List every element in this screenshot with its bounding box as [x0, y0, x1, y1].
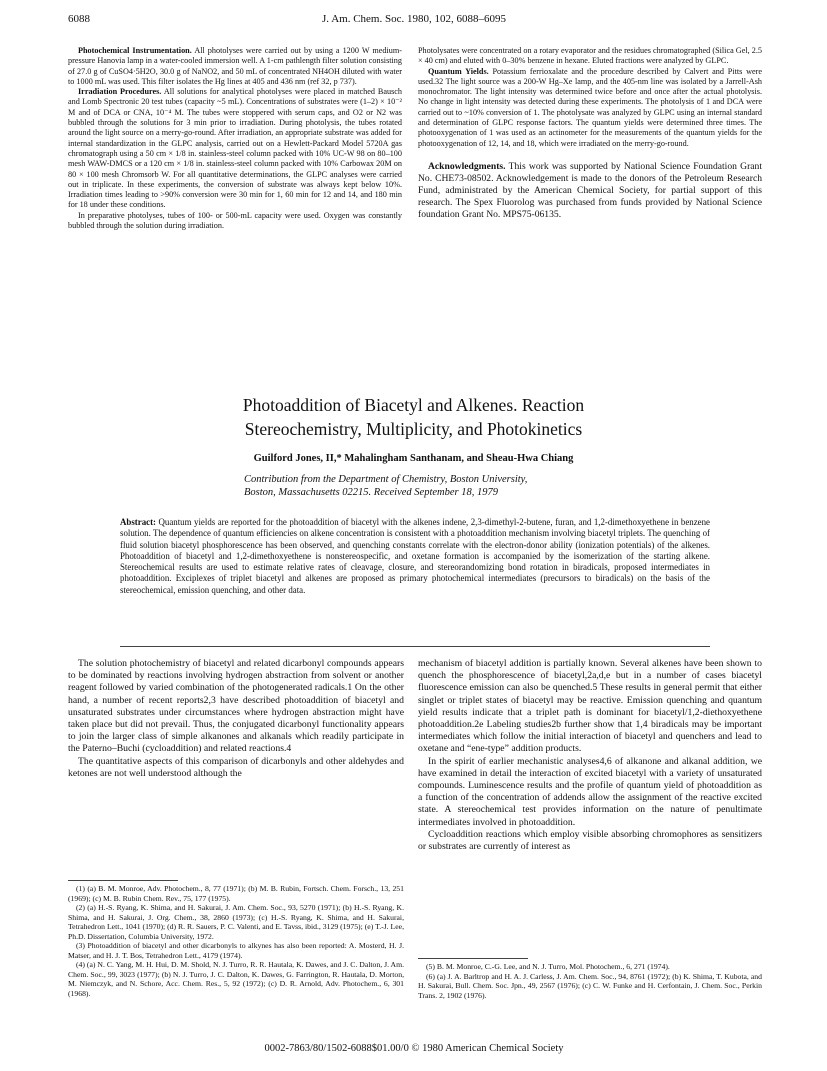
page-number: 6088 [68, 13, 90, 25]
paragraph: The quantitative aspects of this comparison of dicarbonyls and other aldehydes and ketones are not well understood although the [68, 755, 404, 779]
paragraph: Irradiation Procedures. All solutions for analytical photolyses were placed in matched Bausch and Lomb Spectronic 20 test tubes (capacity ~5 mL). Concentrations of substrates were (1–2) × 10⁻² M and of DCA or CNA, 10⁻⁴ M. The tubes were stoppered with serum caps, and O2 or N2 was bubbled through the solutions for 3 min prior to irradiation. During photolysis, the tubes rotated around the light source on a merry-go-round. After irradiation, an appropriate substrate was added for internal standardization in the GLPC analysis, carried out on a Hewlett-Packard Model 5720A gas chromatograph using a 50 cm × 1/8 in. stainless-steel column packed with 10% UC-W 98 on 80–100 mesh WAW-DMCS or a 120 cm × 1/8 in. stainless-steel column packed with 10% Carbowax 20M on 80 × 100 mesh Chromsorb W. For all quantitative determinations, the GLPC analyses were carried out in triplicate. In these experiments, the conversion of substrate was always kept below 10%. Irradiation times leading to >90% conversion were 30 min for 1, 60 min for 12 and 14, and 180 min for 18 under these conditions. [68, 87, 403, 210]
paragraph: In preparative photolyses, tubes of 100- or 500-mL capacity were used. Oxygen was constantly bubbled through the solution during irradiation. [68, 210, 402, 231]
acknowledgments: Acknowledgments. This work was supported by National Science Foundation Grant No. CHE73-08502. Acknowledgement is made to the donors of the Petroleum Research Fund, administrated by the American Chemical Society, for partial support of this research. The Spex Fluorolog was purchased from funds provided by National Science foundation Grant No. MPS75-06135. [418, 160, 762, 221]
reference-item: (5) B. M. Monroe, C.-G. Lee, and N. J. Turro, Mol. Photochem., 6, 271 (1974). [426, 962, 670, 971]
copyright-footer: 0002-7863/80/1502-6088$01.00/0 © 1980 American Chemical Society [264, 1043, 564, 1054]
paragraph: Cycloaddition reactions which employ visible absorbing chromophores as sensitizers or substrates are currently of interest as [418, 828, 762, 853]
paragraph: In the spirit of earlier mechanistic analyses4,6 of alkanone and alkanal addition, we have examined in detail the interaction of excited biacetyl with a variety of unsaturated compounds. Luminescence results and the profile of quantum yield of photoaddition as a function of the concentration of addends allow the assignment of the reactive excited state. A stereochemical test provides information on the nature of penultimate intermediates involved in photoaddition. [418, 755, 762, 828]
section-heading: Photochemical Instrumentation. [78, 46, 192, 55]
divider [120, 646, 710, 647]
paragraph: mechanism of biacetyl addition is partially known. Several alkenes have been shown to quench the phosphorescence of biacetyl,2a,d,e but in a number of cases biacetyl fluorescence emission can also be quenched.5 These results in general permit that either singlet or triplet states of biacetyl may be reactive. Emission quenching and quantum yield results indicate that a triplet path is dominant for biacetyl/1,2-diethoxyethene photoaddition.2e Labeling studies2b further show that 1,4 biradicals may be important intermediates which follow the initial interaction of biacetyl and quenchers and lead to oxetane and “ene-type” addition products. [418, 658, 762, 755]
reference-item: (6) (a) J. A. Barltrop and H. A. J. Carless, J. Am. Chem. Soc., 94, 8761 (1972); (b) K. Shima, T. Kubota, and H. Sakurai, Bull. Chem. Soc. Jpn., 49, 2567 (1976); (c) C. W. Funke and H. Cerfontain, J. Chem. Soc., Perkin Trans. 2, 1902 (1976). [418, 971, 762, 1000]
paragraph: Photochemical Instrumentation. All photolyses were carried out by using a 1200 W medium-pressure Hanovia lamp in a water-cooled immersion well. A 1-cm pathlength filter solution consisting of 27.0 g of CuSO4·5H2O, 30.0 g of NaNO2, and 50 mL of concentrated NH4OH diluted with water to 1000 mL was used. This filter isolates the Hg lines at 405 and 436 nm (ref 32, p 737). [68, 46, 402, 86]
abstract: Abstract: Quantum yields are reported for the photoaddition of biacetyl with the alkenes indene, 2,3-dimethyl-2-butene, furan, and 1,2-dimethoxyethene in benzene solution. The dependence of quantum efficiencies on alkene concentration is consistent with a photoaddition mechanism involving biacetyl triplets. The quenching of fluid solution biacetyl phosphorescence has been observed, and quenching constants correlate with the electron-donor ability (ionization potentials) of the alkenes. Photoaddition of biacetyl and 1,2-dimethoxyethene is nonstereospecific, and oxetane formation is accompanied by the isomerization of the starting alkene. Stereochemical results are used to estimate relative rates of cleavage, closure, and stereorandomizing bond rotation in biradicals, proposed intermediates in photoaddition. Exciplexes of triplet biacetyl and alkenes are proposed as primary photochemical intermediates (precursors to biradicals) on the basis of the stereochemical, emission quenching, and other data. [120, 517, 710, 595]
introduction-right-column [418, 658, 762, 853]
paragraph: Quantum Yields. Potassium ferrioxalate and the procedure described by Calvert and Pitts were used.32 The light source was a 200-W Hg–Xe lamp, and the 405-nm line was isolated by a Jarrell-Ash monochromator. The light intensity was determined twice before and once after the actual photolysis. No change in light intensity was detected during these experiments. The photolysis of 1 and DCA were carried out to ~10% conversion of 1. The photolysate was analyzed by GLPC using an internal standard and determination of GLPC response factors. The quantum yields were determined three times. The photooxygenation of 1 was used as an actinometer for the measurements of the quantum yields for the photooxygenation of 12, 14, and 18, which were irradiated on the merry-go-round. [418, 66, 762, 148]
section-heading: Quantum Yields. [428, 66, 489, 76]
reference-item: (3) Photoaddition of biacetyl and other dicarbonyls to alkynes has also been reported: A. Mosterd, H. J. Matser, and H. J. T. Bos, Tetrahedron Lett., 4179 (1974). [68, 941, 404, 960]
running-header [68, 13, 760, 29]
footnote-divider [418, 958, 528, 959]
paragraph: The solution photochemistry of biacetyl and related dicarbonyl compounds appears to be dominated by reactions involving hydrogen abstraction from solvent or another reagent followed by varied combination of the photogenerated radicals.1 On the other hand, a number of recent reports2,3 have described photoaddition of biacetyl and unsaturated substrates under circumstances where hydrogen abstraction might have taken place but did not prevail. Thus, the conjugated dicarbonyl functionality appears to join the larger class of simple alkanones and alkanals which readily participate in the Paterno–Buchi (cycloaddition) and related reactions.4 [68, 658, 404, 755]
footnote-divider [68, 880, 178, 881]
reference-item: (1) (a) B. M. Monroe, Adv. Photochem., 8, 77 (1971); (b) M. B. Rubin, Fortsch. Chem. Forsch., 13, 251 (1969); (c) M. B. Rubin Chem. Rev., 75, 177 (1975). [68, 884, 404, 903]
section-heading: Acknowledgments. [428, 160, 506, 172]
affiliation: Contribution from the Department of Chemistry, Boston University, Boston, Massachusetts 02215. Received September 18, 1979 [244, 474, 528, 498]
references-right [418, 962, 762, 1000]
introduction-left-column [68, 658, 404, 780]
article-title: Photoaddition of Biacetyl and Alkenes. Reaction Stereochemistry, Multiplicity, and Photokinetics [242, 395, 585, 439]
journal-citation: J. Am. Chem. Soc. 1980, 102, 6088–6095 [322, 13, 506, 25]
references-left [68, 884, 404, 998]
author-list: Guilford Jones, II,* Mahalingham Santhanam, and Sheau-Hwa Chiang [253, 453, 574, 464]
paragraph: Photolysates were concentrated on a rotary evaporator and the residues chromatographed (Silica Gel, 2.5 × 40 cm) and eluted with 0–30% benzene in hexane. Eluted fractions were analyzed by GLPC. [418, 46, 762, 66]
abstract-label: Abstract: [120, 517, 156, 527]
reference-item: (4) (a) N. C. Yang, M. H. Hui, D. M. Shold, N. J. Turro, R. R. Hautala, K. Dawes, and J. C. Dalton, J. Am. Chem. Soc., 99, 3023 (1977); (b) N. J. Turro, J. C. Dalton, K. Dawes, G. Farrington, R. Hautala, D. Morton, M. Niemczyk, and N. Schore, Acc. Chem. Res., 5, 92 (1972); (c) D. R. Arnold, Adv. Photochem., 6, 301 (1968). [68, 960, 404, 998]
experimental-left-column [68, 46, 402, 231]
reference-item: (2) (a) H.-S. Ryang, K. Shima, and H. Sakurai, J. Am. Chem. Soc., 93, 5270 (1971); (b) H.-S. Ryang, K. Shima, and H. Sakurai, J. Org. Chem., 38, 2860 (1973); (c) H.-S. Ryang, K. Shima, and H. Sakurai, Tetrahedron Lett., 1041 (1970); (d) R. R. Sauers, P. C. Valenti, and E. Tavss, ibid., 3129 (1975); (e) T.-J. Lee, Ph.D. Dissertation, Columbia University, 1972. [68, 903, 404, 941]
section-heading: Irradiation Procedures. [78, 87, 162, 97]
experimental-right-column [418, 46, 762, 221]
